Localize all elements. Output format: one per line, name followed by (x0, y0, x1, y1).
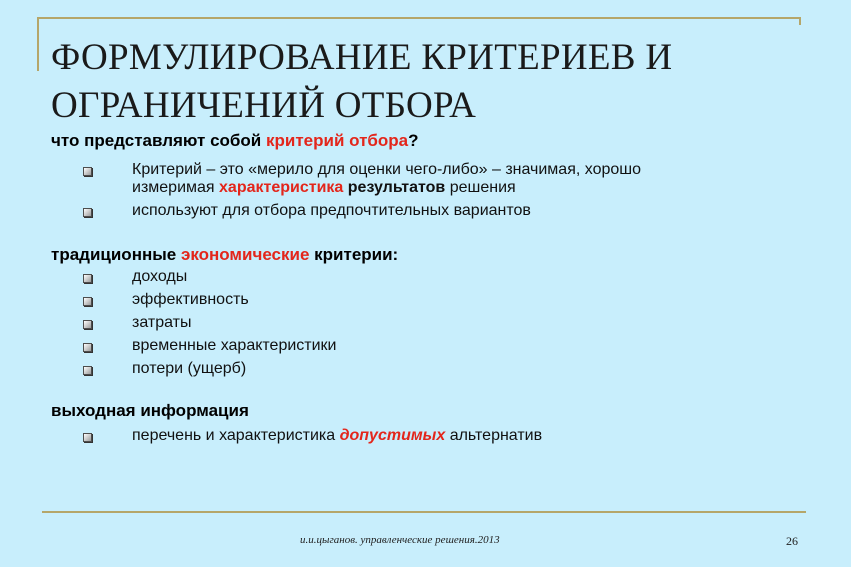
right-border (799, 17, 801, 25)
square-bullet-icon (83, 433, 92, 442)
square-bullet-icon (83, 343, 92, 352)
slide-title (51, 34, 791, 130)
bullet-text-start: перечень и характеристика (132, 427, 340, 444)
title-line-2: ОГРАНИЧЕНИЙ ОТБОРА (51, 85, 477, 126)
bullet-text: используют для отбора предпочтительных вариантов (132, 202, 531, 219)
bullet-text (132, 427, 542, 445)
heading-text-end: ? (408, 131, 419, 150)
section-heading-criterion (51, 131, 419, 151)
bullet-line-2-start: измеримая (132, 179, 220, 196)
bullet-line-2-end: решения (445, 179, 516, 196)
highlight-characteristic: характеристика (219, 179, 344, 196)
bullet-text: доходы (132, 268, 188, 285)
square-bullet-icon (83, 297, 92, 306)
bullet-text: затраты (132, 314, 192, 331)
bullet-text-end: альтернатив (445, 427, 543, 444)
heading-text: что представляют собой (51, 131, 266, 150)
section-heading-output: выходная информация (51, 401, 249, 420)
square-bullet-icon (83, 274, 92, 283)
square-bullet-icon (83, 320, 92, 329)
page-number: 26 (786, 534, 798, 548)
section-heading-economic (51, 245, 398, 265)
bullet-text: эффективность (132, 291, 249, 308)
bullet-line-1: Критерий – это «мерило для оценки чего-либо» – значимая, хорошо (132, 161, 642, 178)
square-bullet-icon (83, 208, 92, 217)
bullet-text: потери (ущерб) (132, 360, 247, 377)
left-border (37, 17, 39, 71)
bottom-divider (42, 511, 806, 513)
highlight-admissible: допустимых (339, 427, 446, 444)
bullet-text (132, 161, 641, 197)
footer-caption: и.и.цыганов. управленческие решения.2013 (300, 534, 500, 546)
title-line-1: ФОРМУЛИРОВАНИЕ КРИТЕРИЕВ И (51, 37, 673, 78)
square-bullet-icon (83, 366, 92, 375)
heading-text: традиционные (51, 245, 181, 264)
heading-text-end: критерии: (309, 245, 399, 264)
highlight-results: результатов (347, 179, 446, 196)
bullet-text: временные характеристики (132, 337, 337, 354)
square-bullet-icon (83, 167, 92, 176)
heading-highlight: критерий отбора (265, 131, 409, 150)
heading-highlight: экономические (180, 245, 310, 264)
top-border (37, 17, 801, 19)
